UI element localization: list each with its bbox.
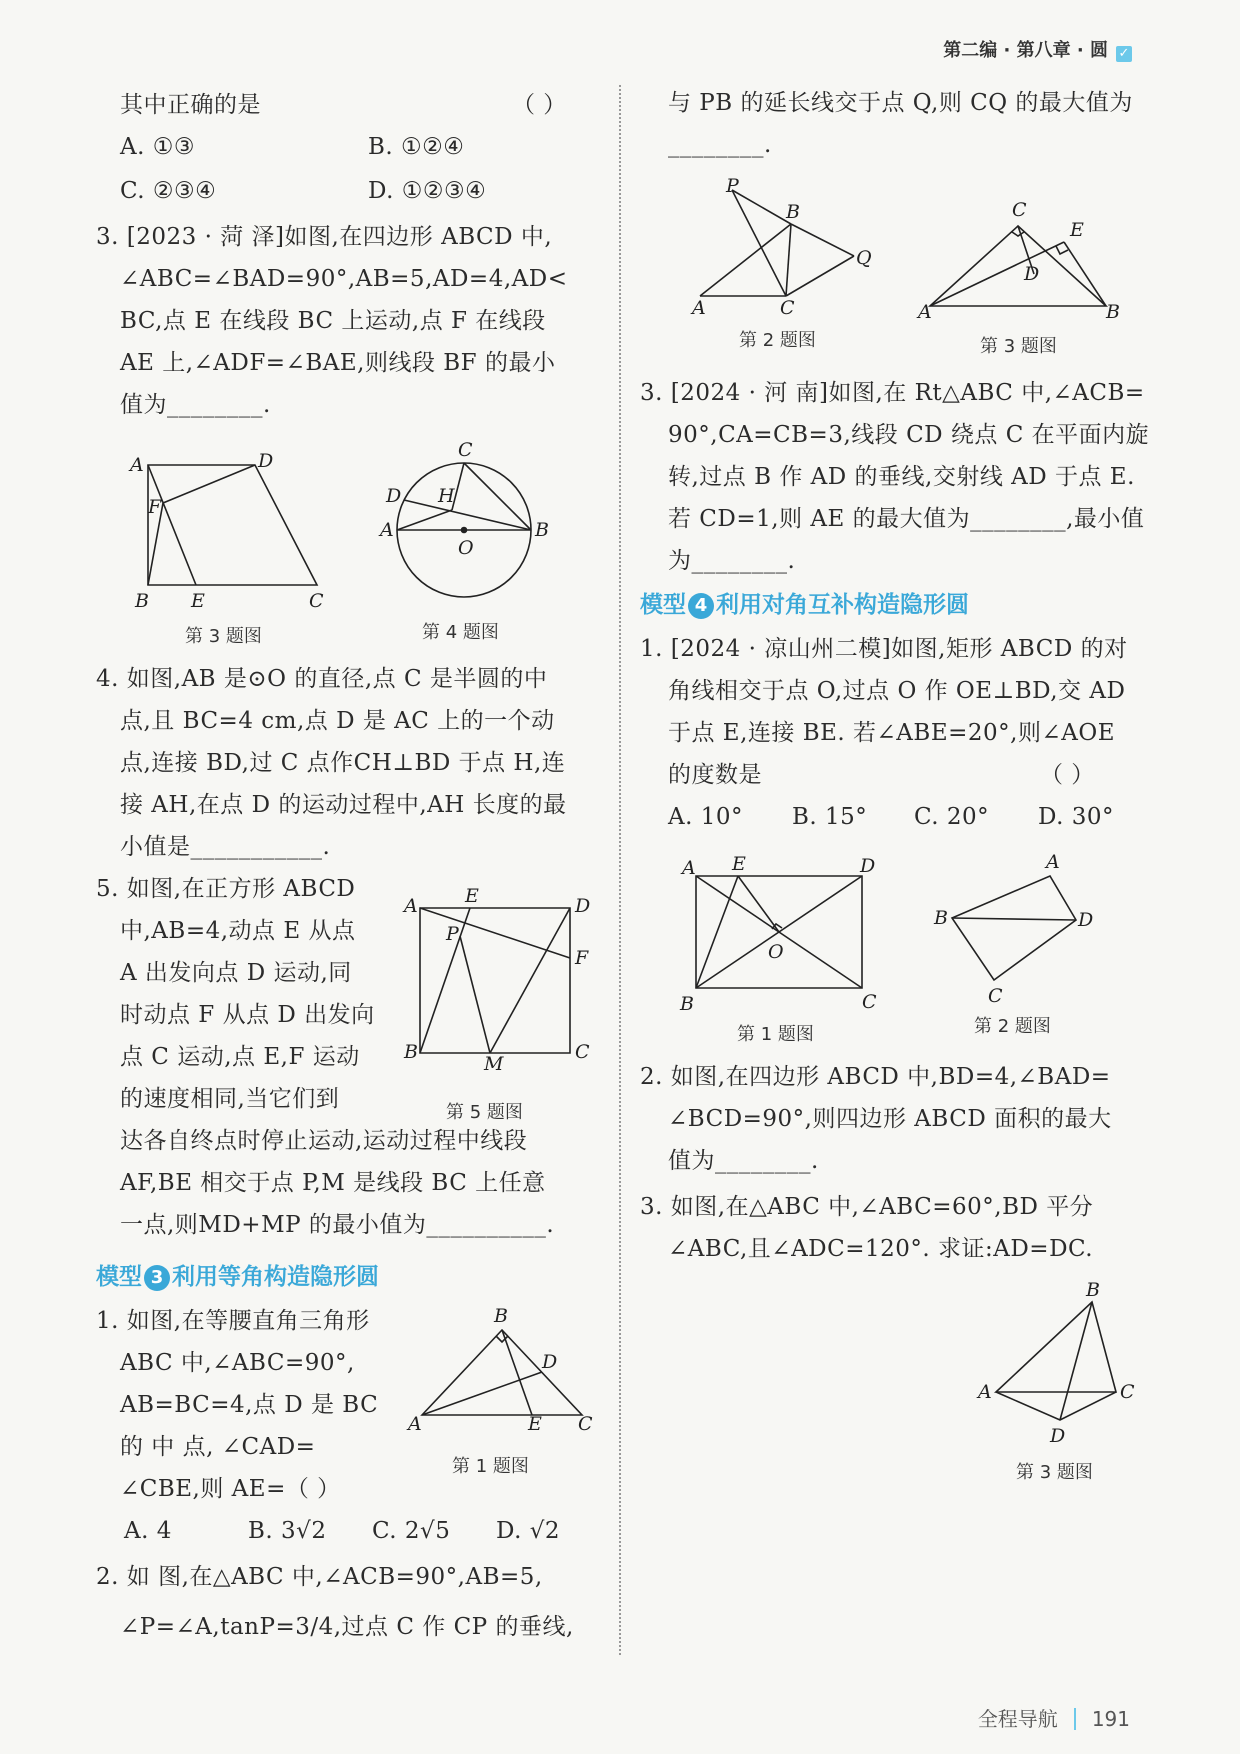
svg-text:E: E xyxy=(732,853,746,875)
figure-caption: 第 3 题图 xyxy=(1016,1462,1093,1483)
svg-text:O: O xyxy=(768,941,784,963)
text-line: 达各自终点时停止运动,运动过程中线段 xyxy=(120,1128,528,1154)
figure-caption: 第 1 题图 xyxy=(737,1024,814,1045)
svg-text:C: C xyxy=(578,1413,593,1435)
svg-text:A: A xyxy=(978,1381,992,1403)
option-d: D. ①②③④ xyxy=(368,178,487,204)
text-line: 点,连接 BD,过 C 点作CH⊥BD 于点 H,连 xyxy=(120,750,566,776)
text-line: 时动点 F 从点 D 出发向 xyxy=(120,1002,375,1028)
text-line: 1. 如图,在等腰直角三角形 xyxy=(96,1308,370,1334)
text-line: ________. xyxy=(668,132,772,158)
svg-text:E: E xyxy=(528,1413,542,1435)
text-line: A 出发向点 D 运动,同 xyxy=(120,960,352,986)
text-line: 90°,CA=CB=3,线段 CD 绕点 C 在平面内旋 xyxy=(668,422,1150,448)
text-line: 为________. xyxy=(668,548,796,574)
option-c: C. ②③④ xyxy=(120,178,217,204)
svg-text:C: C xyxy=(458,440,473,461)
svg-text:Q: Q xyxy=(856,247,872,269)
svg-text:O: O xyxy=(458,537,474,559)
text-line: 中,AB=4,动点 E 从点 xyxy=(120,918,356,944)
svg-text:C: C xyxy=(1120,1381,1135,1403)
text-line: 一点,则MD+MP 的最小值为__________. xyxy=(120,1212,555,1238)
svg-text:D: D xyxy=(542,1351,558,1373)
svg-text:B: B xyxy=(680,993,694,1015)
svg-text:B: B xyxy=(404,1041,418,1063)
text-line: 5. 如图,在正方形 ABCD xyxy=(96,876,356,902)
text-line: 小值是___________. xyxy=(120,834,331,860)
figure-m4q3-triangle xyxy=(976,1280,1146,1450)
svg-text:B: B xyxy=(135,590,149,612)
text-line: 与 PB 的延长线交于点 Q,则 CQ 的最大值为 xyxy=(668,90,1133,116)
check-icon: ✓ xyxy=(1116,46,1132,62)
svg-text:D: D xyxy=(1050,1425,1066,1447)
option-c: C. 20° xyxy=(914,804,990,830)
svg-text:C: C xyxy=(1012,199,1027,221)
text-line: 3. [2024 · 河 南]如图,在 Rt△ABC 中,∠ACB= xyxy=(640,380,1145,406)
text-line: 的 中 点, ∠CAD= xyxy=(120,1434,316,1460)
text-line: 1. [2024 · 凉山州二模]如图,矩形 ABCD 的对 xyxy=(640,636,1128,662)
svg-text:C: C xyxy=(862,991,877,1013)
option-d: D. 30° xyxy=(1038,804,1115,830)
svg-text:B: B xyxy=(1086,1280,1100,1301)
text-line: 角线相交于点 O,过点 O 作 OE⊥BD,交 AD xyxy=(668,678,1126,704)
svg-text:D: D xyxy=(1078,909,1094,931)
figure-caption: 第 3 题图 xyxy=(980,336,1057,357)
option-b: B. 3√2 xyxy=(248,1518,327,1544)
svg-text:C: C xyxy=(780,297,795,319)
text-line: ∠ABC,且∠ADC=120°. 求证:AD=DC. xyxy=(668,1236,1094,1262)
chapter-header: 第二编 · 第八章 · 圆 ✓ xyxy=(943,36,1132,62)
text-line: 若 CD=1,则 AE 的最大值为________,最小值 xyxy=(668,506,1145,532)
svg-text:D: D xyxy=(860,855,876,877)
svg-text:A: A xyxy=(682,857,696,879)
text-line: 的度数是 xyxy=(668,762,762,788)
option-c: C. 2√5 xyxy=(372,1518,451,1544)
answer-bracket: （ ） xyxy=(1040,762,1095,788)
svg-text:B: B xyxy=(786,201,800,223)
svg-text:D: D xyxy=(258,450,274,472)
svg-text:H: H xyxy=(438,485,455,507)
option-a: A. 10° xyxy=(668,804,743,830)
text-line: 值为________. xyxy=(668,1148,819,1174)
brand-label: 全程导航 xyxy=(977,1707,1058,1731)
svg-text:A: A xyxy=(918,301,932,323)
figure-q3-quadrilateral xyxy=(125,445,335,615)
model-4-heading: 模型 4 利用对角互补构造隐形圆 xyxy=(640,592,969,618)
svg-text:B: B xyxy=(535,519,549,541)
figure-q5-square xyxy=(400,888,590,1073)
text-line: 点,且 BC=4 cm,点 D 是 AC 上的一个动 xyxy=(120,708,555,734)
text-line: 3. 如图,在△ABC 中,∠ABC=60°,BD 平分 xyxy=(640,1194,1094,1220)
figure-caption: 第 1 题图 xyxy=(452,1456,529,1477)
svg-text:D: D xyxy=(575,895,590,917)
text-line: ∠BCD=90°,则四边形 ABCD 面积的最大 xyxy=(668,1106,1112,1132)
svg-text:P: P xyxy=(446,923,459,945)
figure-caption: 第 2 题图 xyxy=(739,330,816,351)
svg-text:E: E xyxy=(1070,219,1084,241)
svg-text:M: M xyxy=(484,1053,504,1073)
text-line: 值为________. xyxy=(120,392,271,418)
svg-text:A: A xyxy=(408,1413,422,1435)
page-number: 191 xyxy=(1091,1707,1130,1731)
svg-text:A: A xyxy=(380,519,394,541)
svg-text:D: D xyxy=(386,485,402,507)
svg-text:A: A xyxy=(1046,851,1060,873)
svg-text:B: B xyxy=(934,907,948,929)
option-a: A. ①③ xyxy=(120,134,195,160)
svg-text:C: C xyxy=(988,985,1003,1006)
text-line: 点 C 运动,点 E,F 运动 xyxy=(120,1044,360,1070)
text-line: 接 AH,在点 D 的运动过程中,AH 长度的最 xyxy=(120,792,567,818)
option-b: B. 15° xyxy=(792,804,868,830)
svg-text:A: A xyxy=(692,297,706,319)
option-b: B. ①②④ xyxy=(368,134,465,160)
figure-m4q2-quadrilateral xyxy=(928,846,1108,1006)
column-divider xyxy=(619,85,621,1655)
option-d: D. √2 xyxy=(496,1518,561,1544)
text-line: AE 上,∠ADF=∠BAE,则线段 BF 的最小 xyxy=(120,350,556,376)
text-line: 于点 E,连接 BE. 若∠ABE=20°,则∠AOE xyxy=(668,720,1115,746)
figure-caption: 第 4 题图 xyxy=(422,622,499,643)
text-line: 3. [2023 · 菏 泽]如图,在四边形 ABCD 中, xyxy=(96,224,553,250)
figure-q4-circle xyxy=(378,440,563,615)
model-3-heading: 模型 3 利用等角构造隐形圆 xyxy=(96,1264,379,1290)
text-line: AF,BE 相交于点 P,M 是线段 BC 上任意 xyxy=(120,1170,546,1196)
text-line: 的速度相同,当它们到 xyxy=(120,1086,340,1112)
figure-caption: 第 5 题图 xyxy=(446,1102,523,1123)
svg-text:A: A xyxy=(130,454,144,476)
option-a: A. 4 xyxy=(124,1518,172,1544)
svg-text:P: P xyxy=(726,176,739,197)
page-footer xyxy=(978,1703,1130,1732)
figure-r-q2 xyxy=(686,176,891,326)
svg-text:A: A xyxy=(404,895,418,917)
svg-text:F: F xyxy=(148,496,162,518)
svg-text:F: F xyxy=(575,947,589,969)
text-line: AB=BC=4,点 D 是 BC xyxy=(120,1392,379,1418)
answer-prompt: 其中正确的是 xyxy=(120,92,261,118)
svg-text:B: B xyxy=(494,1305,508,1327)
svg-text:E: E xyxy=(191,590,205,612)
svg-text:B: B xyxy=(1106,301,1120,323)
text-line: ∠CBE,则 AE=（ ） xyxy=(120,1476,341,1502)
text-line: BC,点 E 在线段 BC 上运动,点 F 在线段 xyxy=(120,308,546,334)
figure-caption: 第 2 题图 xyxy=(974,1016,1051,1037)
text-line: ∠P=∠A,tanP=3/4,过点 C 作 CP 的垂线, xyxy=(120,1614,574,1640)
text-line: 2. 如 图,在△ABC 中,∠ACB=90°,AB=5, xyxy=(96,1564,543,1590)
figure-m3q1-triangle xyxy=(402,1300,602,1440)
svg-text:D: D xyxy=(1024,263,1040,285)
svg-text:E: E xyxy=(465,888,479,907)
text-line: ∠ABC=∠BAD=90°,AB=5,AD=4,AD< xyxy=(120,266,568,292)
text-line: 4. 如图,AB 是⊙O 的直径,点 C 是半圆的中 xyxy=(96,666,548,692)
answer-bracket: （ ） xyxy=(512,92,567,118)
figure-m4q1-rectangle xyxy=(676,850,886,1015)
figure-r-q3 xyxy=(914,196,1129,326)
figure-caption: 第 3 题图 xyxy=(185,626,262,647)
text-line: 2. 如图,在四边形 ABCD 中,BD=4,∠BAD= xyxy=(640,1064,1111,1090)
svg-text:C: C xyxy=(575,1041,590,1063)
text-line: ABC 中,∠ABC=90°, xyxy=(120,1350,355,1376)
text-line: 转,过点 B 作 AD 的垂线,交射线 AD 于点 E. xyxy=(668,464,1135,490)
svg-text:C: C xyxy=(309,590,324,612)
